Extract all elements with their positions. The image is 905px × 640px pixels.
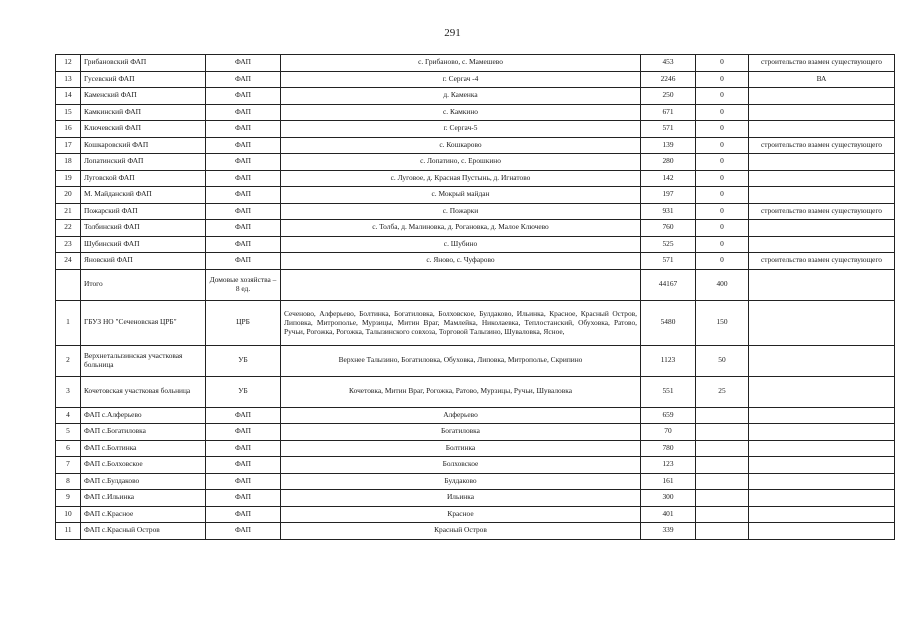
table-row bbox=[56, 376, 895, 407]
note-cell bbox=[749, 407, 895, 424]
note-cell bbox=[749, 88, 895, 105]
settlements-cell: с. Грибаново, с. Мамешево bbox=[281, 55, 641, 72]
population-cell: 551 bbox=[641, 376, 696, 407]
settlements-cell: Булдаково bbox=[281, 473, 641, 490]
table-row bbox=[56, 170, 895, 187]
population-cell: 70 bbox=[641, 424, 696, 441]
beds-cell: 0 bbox=[696, 55, 749, 72]
settlements-cell: с. Толба, д. Малиновка, д. Рогановка, д. Малое Ключево bbox=[281, 220, 641, 237]
table-row bbox=[56, 104, 895, 121]
facilities-table bbox=[55, 54, 895, 540]
table-row bbox=[56, 523, 895, 540]
settlements-cell: Красное bbox=[281, 506, 641, 523]
row-number-cell: 2 bbox=[56, 345, 81, 376]
facility-name-cell: ФАП с.Красный Остров bbox=[81, 523, 206, 540]
beds-cell: 0 bbox=[696, 71, 749, 88]
table-row bbox=[56, 253, 895, 270]
beds-cell: 25 bbox=[696, 376, 749, 407]
facility-type-cell: ФАП bbox=[206, 236, 281, 253]
facility-type-cell: ФАП bbox=[206, 407, 281, 424]
beds-cell: 0 bbox=[696, 170, 749, 187]
table-row bbox=[56, 55, 895, 72]
row-number-cell: 7 bbox=[56, 457, 81, 474]
facility-type-cell: ФАП bbox=[206, 88, 281, 105]
beds-cell: 0 bbox=[696, 253, 749, 270]
table-row bbox=[56, 424, 895, 441]
settlements-cell: с. Кошкарово bbox=[281, 137, 641, 154]
table-row bbox=[56, 457, 895, 474]
population-cell: 139 bbox=[641, 137, 696, 154]
row-number-cell: 21 bbox=[56, 203, 81, 220]
row-number-cell: 3 bbox=[56, 376, 81, 407]
beds-cell: 0 bbox=[696, 154, 749, 171]
page-number: 291 bbox=[444, 27, 461, 39]
row-number-cell: 23 bbox=[56, 236, 81, 253]
note-cell: строительство взамен существующего bbox=[749, 203, 895, 220]
row-number-cell: 13 bbox=[56, 71, 81, 88]
settlements-cell: Красный Остров bbox=[281, 523, 641, 540]
table-row bbox=[56, 345, 895, 376]
row-number-cell: 19 bbox=[56, 170, 81, 187]
note-cell bbox=[749, 104, 895, 121]
settlements-cell: Болховское bbox=[281, 457, 641, 474]
note-cell bbox=[749, 506, 895, 523]
row-number-cell: 6 bbox=[56, 440, 81, 457]
table-row bbox=[56, 154, 895, 171]
population-cell: 142 bbox=[641, 170, 696, 187]
facility-name-cell: Верхнеталызинская участковая больница bbox=[81, 345, 206, 376]
facility-type-cell: ФАП bbox=[206, 440, 281, 457]
facility-name-cell: ФАП с.Булдаково bbox=[81, 473, 206, 490]
facility-type-cell: УБ bbox=[206, 376, 281, 407]
beds-cell bbox=[696, 440, 749, 457]
facility-type-cell: ФАП bbox=[206, 523, 281, 540]
row-number-cell: 20 bbox=[56, 187, 81, 204]
beds-cell bbox=[696, 424, 749, 441]
settlements-cell: с. Мокрый майдан bbox=[281, 187, 641, 204]
settlements-cell: с. Яново, с. Чуфарово bbox=[281, 253, 641, 270]
facility-name-cell: ФАП с.Красное bbox=[81, 506, 206, 523]
population-cell: 5480 bbox=[641, 300, 696, 345]
facility-type-cell: ФАП bbox=[206, 154, 281, 171]
population-cell: 197 bbox=[641, 187, 696, 204]
facility-name-cell: ФАП с.Болховское bbox=[81, 457, 206, 474]
row-number-cell: 4 bbox=[56, 407, 81, 424]
note-cell: строительство взамен существующего bbox=[749, 137, 895, 154]
table-row bbox=[56, 71, 895, 88]
population-cell: 44167 bbox=[641, 269, 696, 300]
settlements-cell: с. Шубино bbox=[281, 236, 641, 253]
beds-cell bbox=[696, 407, 749, 424]
facility-type-cell: ФАП bbox=[206, 253, 281, 270]
facility-name-cell: Луговской ФАП bbox=[81, 170, 206, 187]
facility-name-cell: ФАП с.Болтинка bbox=[81, 440, 206, 457]
facility-name-cell: Гусевский ФАП bbox=[81, 71, 206, 88]
population-cell: 525 bbox=[641, 236, 696, 253]
facility-name-cell: Ключевский ФАП bbox=[81, 121, 206, 138]
settlements-cell: г. Сергач -4 bbox=[281, 71, 641, 88]
population-cell: 571 bbox=[641, 253, 696, 270]
table-row bbox=[56, 137, 895, 154]
row-number-cell: 17 bbox=[56, 137, 81, 154]
beds-cell: 50 bbox=[696, 345, 749, 376]
note-cell: строительство взамен существующего bbox=[749, 253, 895, 270]
beds-cell bbox=[696, 473, 749, 490]
population-cell: 401 bbox=[641, 506, 696, 523]
row-number-cell: 10 bbox=[56, 506, 81, 523]
facility-type-cell: ФАП bbox=[206, 170, 281, 187]
beds-cell: 0 bbox=[696, 187, 749, 204]
beds-cell: 400 bbox=[696, 269, 749, 300]
population-cell: 300 bbox=[641, 490, 696, 507]
population-cell: 339 bbox=[641, 523, 696, 540]
population-cell: 659 bbox=[641, 407, 696, 424]
note-cell bbox=[749, 187, 895, 204]
population-cell: 250 bbox=[641, 88, 696, 105]
population-cell: 2246 bbox=[641, 71, 696, 88]
beds-cell: 0 bbox=[696, 137, 749, 154]
settlements-cell: Богатиловка bbox=[281, 424, 641, 441]
note-cell bbox=[749, 154, 895, 171]
settlements-cell: Алферьево bbox=[281, 407, 641, 424]
row-number-cell: 1 bbox=[56, 300, 81, 345]
beds-cell: 0 bbox=[696, 203, 749, 220]
facility-type-cell: ФАП bbox=[206, 490, 281, 507]
note-cell bbox=[749, 220, 895, 237]
beds-cell: 0 bbox=[696, 104, 749, 121]
settlements-cell: с. Луговое, д. Красная Пустынь, д. Игнатово bbox=[281, 170, 641, 187]
facility-type-cell: Домовые хозяйства – 8 ед. bbox=[206, 269, 281, 300]
facility-type-cell: ФАП bbox=[206, 220, 281, 237]
beds-cell bbox=[696, 506, 749, 523]
table-row bbox=[56, 490, 895, 507]
beds-cell: 0 bbox=[696, 121, 749, 138]
beds-cell: 150 bbox=[696, 300, 749, 345]
note-cell: ВА bbox=[749, 71, 895, 88]
facility-type-cell: ФАП bbox=[206, 473, 281, 490]
row-number-cell: 18 bbox=[56, 154, 81, 171]
facility-type-cell: ФАП bbox=[206, 104, 281, 121]
settlements-cell: Кочетовка, Митин Враг, Рогожка, Ратово, Мурзицы, Ручьи, Шуваловка bbox=[281, 376, 641, 407]
note-cell bbox=[749, 300, 895, 345]
facility-name-cell: М. Майданский ФАП bbox=[81, 187, 206, 204]
table-row bbox=[56, 220, 895, 237]
settlements-cell: д. Каменка bbox=[281, 88, 641, 105]
beds-cell: 0 bbox=[696, 236, 749, 253]
note-cell bbox=[749, 523, 895, 540]
note-cell bbox=[749, 170, 895, 187]
settlements-cell bbox=[281, 269, 641, 300]
population-cell: 760 bbox=[641, 220, 696, 237]
beds-cell bbox=[696, 457, 749, 474]
note-cell bbox=[749, 490, 895, 507]
facility-type-cell: ФАП bbox=[206, 457, 281, 474]
facility-type-cell: ЦРБ bbox=[206, 300, 281, 345]
table-row bbox=[56, 300, 895, 345]
population-cell: 161 bbox=[641, 473, 696, 490]
facility-type-cell: УБ bbox=[206, 345, 281, 376]
note-cell bbox=[749, 269, 895, 300]
population-cell: 453 bbox=[641, 55, 696, 72]
facility-name-cell: Кошкаровский ФАП bbox=[81, 137, 206, 154]
settlements-cell: Сеченово, Алферьево, Болтинка, Богатиловка, Болховское, Булдаково, Ильинка, Красное, Красный Остров, Липовка, Митрополье, Мурзицы, Митин Враг, Мамлейка, Николаевка, Теплостанский, Обуховка, Ратово, Ручьи, Рогожка, Рогожка, Талызинского совхоза, Торговой Талызино, Шуваловка, Ясное, bbox=[281, 300, 641, 345]
row-number-cell: 22 bbox=[56, 220, 81, 237]
note-cell bbox=[749, 424, 895, 441]
row-number-cell: 5 bbox=[56, 424, 81, 441]
facility-name-cell: ФАП с.Ильинка bbox=[81, 490, 206, 507]
facility-name-cell: Камкинский ФАП bbox=[81, 104, 206, 121]
population-cell: 571 bbox=[641, 121, 696, 138]
table-row bbox=[56, 473, 895, 490]
note-cell bbox=[749, 440, 895, 457]
beds-cell bbox=[696, 523, 749, 540]
settlements-cell: с. Камкино bbox=[281, 104, 641, 121]
row-number-cell: 12 bbox=[56, 55, 81, 72]
note-cell bbox=[749, 236, 895, 253]
facility-type-cell: ФАП bbox=[206, 137, 281, 154]
table-row bbox=[56, 236, 895, 253]
row-number-cell: 14 bbox=[56, 88, 81, 105]
row-number-cell: 16 bbox=[56, 121, 81, 138]
row-number-cell: 8 bbox=[56, 473, 81, 490]
facility-name-cell: Лопатинский ФАП bbox=[81, 154, 206, 171]
row-number-cell: 11 bbox=[56, 523, 81, 540]
table-row bbox=[56, 269, 895, 300]
facility-name-cell: ФАП с.Алферьево bbox=[81, 407, 206, 424]
table-row bbox=[56, 187, 895, 204]
row-number-cell: 9 bbox=[56, 490, 81, 507]
note-cell bbox=[749, 345, 895, 376]
row-number-cell: 15 bbox=[56, 104, 81, 121]
settlements-cell: с. Пожарки bbox=[281, 203, 641, 220]
settlements-cell: г. Сергач-5 bbox=[281, 121, 641, 138]
facility-type-cell: ФАП bbox=[206, 71, 281, 88]
facility-type-cell: ФАП bbox=[206, 55, 281, 72]
table-body bbox=[56, 55, 895, 540]
population-cell: 780 bbox=[641, 440, 696, 457]
facility-name-cell: Пожарский ФАП bbox=[81, 203, 206, 220]
population-cell: 123 bbox=[641, 457, 696, 474]
facility-name-cell: ГБУЗ НО "Сеченовская ЦРБ" bbox=[81, 300, 206, 345]
note-cell: строительство взамен существующего bbox=[749, 55, 895, 72]
facility-name-cell: Кочетовская участковая больница bbox=[81, 376, 206, 407]
note-cell bbox=[749, 457, 895, 474]
population-cell: 671 bbox=[641, 104, 696, 121]
table-row bbox=[56, 407, 895, 424]
facility-type-cell: ФАП bbox=[206, 203, 281, 220]
facility-name-cell: Каменский ФАП bbox=[81, 88, 206, 105]
facility-type-cell: ФАП bbox=[206, 506, 281, 523]
row-number-cell: 24 bbox=[56, 253, 81, 270]
table-row bbox=[56, 506, 895, 523]
facility-type-cell: ФАП bbox=[206, 424, 281, 441]
facility-name-cell: Грибановский ФАП bbox=[81, 55, 206, 72]
note-cell bbox=[749, 376, 895, 407]
note-cell bbox=[749, 473, 895, 490]
settlements-cell: Болтинка bbox=[281, 440, 641, 457]
note-cell bbox=[749, 121, 895, 138]
facility-name-cell: ФАП с.Богатиловка bbox=[81, 424, 206, 441]
facility-name-cell: Яновский ФАП bbox=[81, 253, 206, 270]
beds-cell: 0 bbox=[696, 220, 749, 237]
table-row bbox=[56, 440, 895, 457]
table-row bbox=[56, 203, 895, 220]
settlements-cell: Ильинка bbox=[281, 490, 641, 507]
population-cell: 1123 bbox=[641, 345, 696, 376]
row-number-cell bbox=[56, 269, 81, 300]
settlements-cell: с. Лопатино, с. Ерошкино bbox=[281, 154, 641, 171]
facility-type-cell: ФАП bbox=[206, 121, 281, 138]
facility-name-cell: Шубинский ФАП bbox=[81, 236, 206, 253]
population-cell: 931 bbox=[641, 203, 696, 220]
beds-cell: 0 bbox=[696, 88, 749, 105]
facility-type-cell: ФАП bbox=[206, 187, 281, 204]
table-row bbox=[56, 88, 895, 105]
table-row bbox=[56, 121, 895, 138]
settlements-cell: Верхнее Талызино, Богатиловка, Обуховка, Липовка, Митрополье, Скрипино bbox=[281, 345, 641, 376]
population-cell: 280 bbox=[641, 154, 696, 171]
beds-cell bbox=[696, 490, 749, 507]
facility-name-cell: Итого bbox=[81, 269, 206, 300]
facility-name-cell: Толбинский ФАП bbox=[81, 220, 206, 237]
